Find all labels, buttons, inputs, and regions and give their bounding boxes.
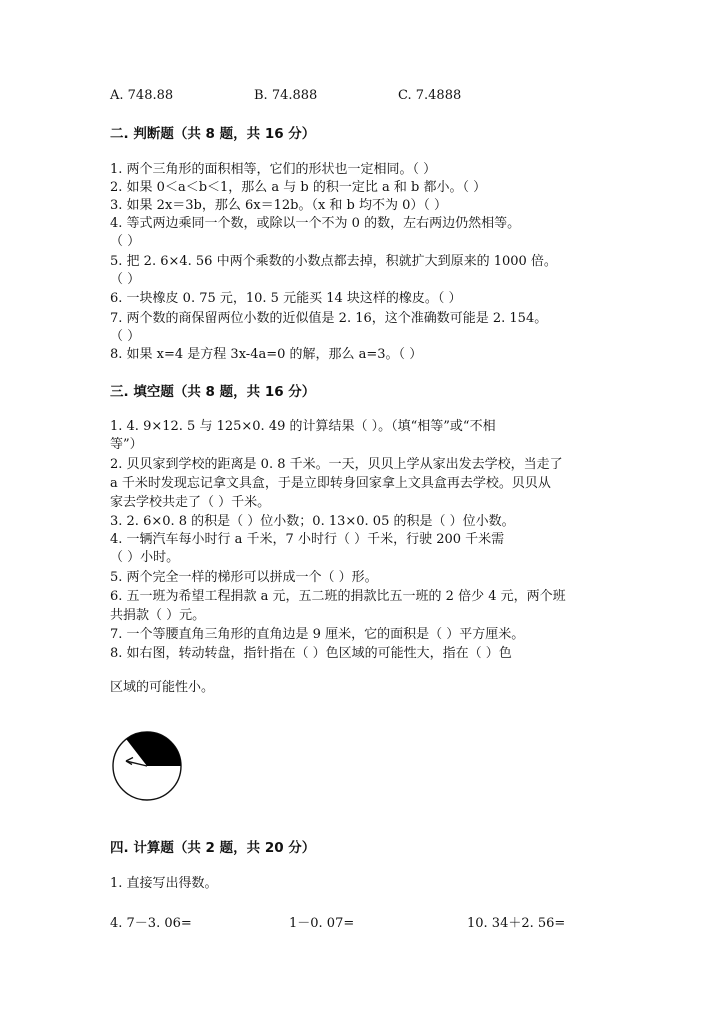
question-line: 6. 一块橡皮 0. 75 元，10. 5 元能买 14 块这样的橡皮。（ ） <box>110 291 462 306</box>
question-line: 5. 把 2. 6×4. 56 中两个乘数的小数点都去掉，积就扩大到原来的 1000 倍。 <box>110 254 557 269</box>
question-line: 5. 两个完全一样的梯形可以拼成一个（ ）形。 <box>110 570 378 585</box>
question-line: 6. 五一班为希望工程捐款 a 元，五二班的捐款比五一班的 2 倍少 4 元，两个班 <box>110 589 566 604</box>
question-line: 4. 一辆汽车每小时行 a 千米，7 小时行（ ）千米，行驶 200 千米需 <box>110 532 505 547</box>
question-line: 1. 两个三角形的面积相等，它们的形状也一定相同。（ ） <box>110 162 437 177</box>
question-line: （ ）小时。 <box>110 550 180 565</box>
option-b: B. 74.888 <box>254 88 318 103</box>
spinner-diagram <box>109 728 185 804</box>
question-line: 1. 4. 9×12. 5 与 125×0. 49 的计算结果（ ）。（填“相等”或“不相 <box>110 419 496 434</box>
section-3-heading: 三. 填空题（共 8 题，共 16 分） <box>110 384 316 400</box>
question-line: 8. 如果 x=4 是方程 3x-4a=0 的解，那么 a=3。（ ） <box>110 347 423 362</box>
question-line: （ ） <box>110 234 141 249</box>
option-c: C. 7.4888 <box>398 88 462 103</box>
question-line: 4. 等式两边乘同一个数，或除以一个不为 0 的数，左右两边仍然相等。 <box>110 216 521 231</box>
section-2-heading: 二. 判断题（共 8 题，共 16 分） <box>110 126 316 142</box>
question-line: 2. 贝贝家到学校的距离是 0. 8 千米。一天，贝贝上学从家出发去学校，当走了 <box>110 457 563 472</box>
question-line: 2. 如果 0＜a＜b＜1，那么 a 与 b 的积一定比 a 和 b 都小。（ ） <box>110 180 487 195</box>
question-line: 7. 两个数的商保留两位小数的近似值是 2. 16，这个准确数可能是 2. 154。 <box>110 311 548 326</box>
question-line: （ ） <box>110 329 141 344</box>
question-line: （ ） <box>110 272 141 287</box>
question-line: 等”） <box>110 437 143 452</box>
question-line: 家去学校共走了（ ）千米。 <box>110 495 271 510</box>
calc-item: 10. 34＋2. 56= <box>467 916 566 931</box>
calc-item: 4. 7－3. 06= <box>110 916 192 931</box>
question-line: 共捐款（ ）元。 <box>110 608 206 623</box>
section-4-heading: 四. 计算题（共 2 题，共 20 分） <box>110 840 316 856</box>
question-line: 3. 如果 2x＝3b，那么 6x＝12b。（x 和 b 均不为 0）（ ） <box>110 198 448 213</box>
sub-question: 1. 直接写出得数。 <box>110 876 218 891</box>
question-line: 3. 2. 6×0. 8 的积是（ ）位小数；0. 13×0. 05 的积是（ ）位小数。 <box>110 514 515 529</box>
question-line: 8. 如右图，转动转盘，指针指在（ ）色区域的可能性大，指在（ ）色 <box>110 646 512 661</box>
question-line: a 千米时发现忘记拿文具盒，于是立即转身回家拿上文具盒再去学校。贝贝从 <box>110 476 551 491</box>
calc-item: 1－0. 07= <box>289 916 355 931</box>
question-line: 区域的可能性小。 <box>110 680 215 695</box>
question-line: 7. 一个等腰直角三角形的直角边是 9 厘米，它的面积是（ ）平方厘米。 <box>110 627 525 642</box>
option-a: A. 748.88 <box>110 88 174 103</box>
